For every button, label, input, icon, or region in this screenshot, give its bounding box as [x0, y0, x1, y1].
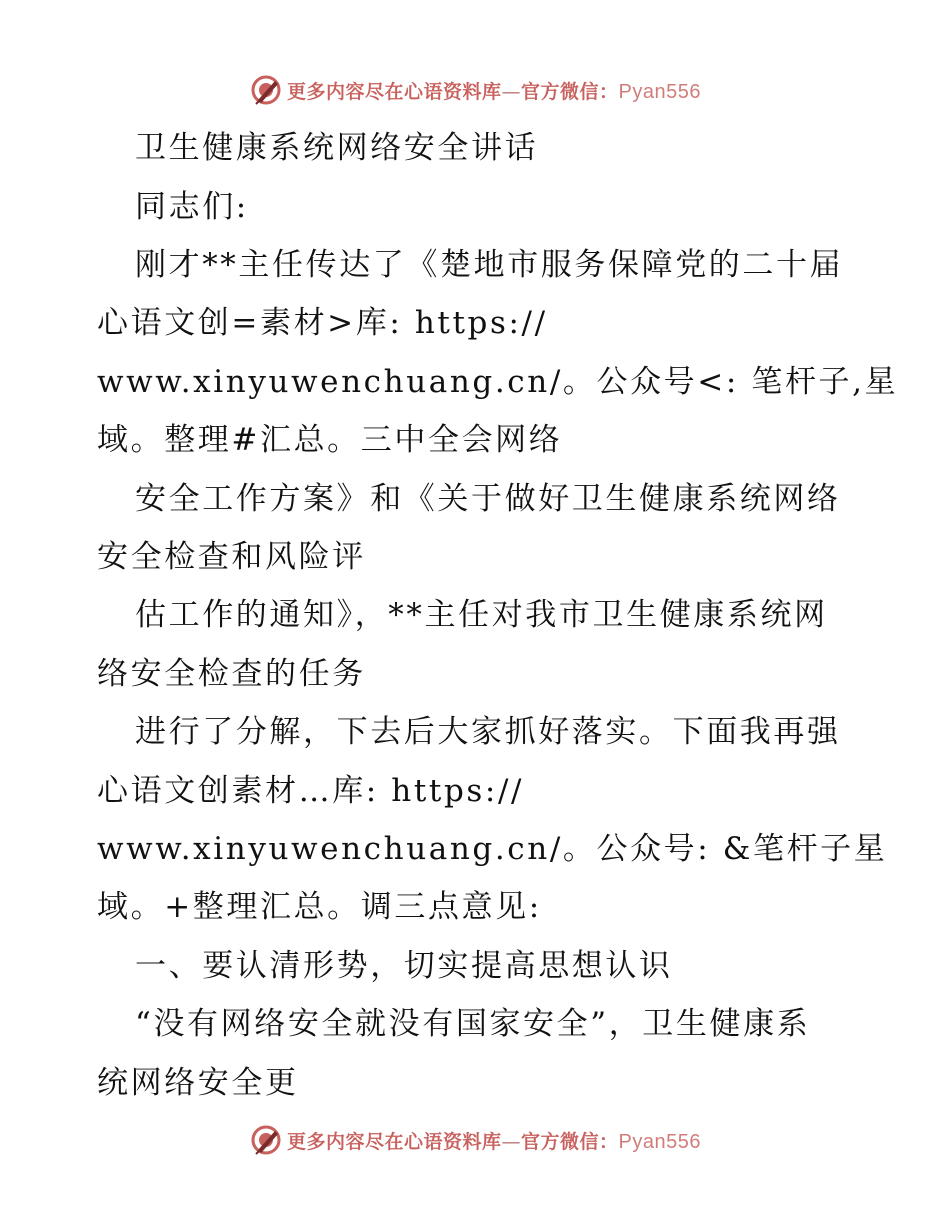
watermark-cn-text: 更多内容尽在心语资料库 — [287, 1130, 502, 1153]
text-line: 安全工作方案》和《关于做好卫生健康系统网络 — [135, 481, 841, 517]
text-line: 估工作的通知》，**主任对我市卫生健康系统网 — [135, 597, 828, 633]
text-line: 进行了分解，下去后大家抓好落实。下面我再强 — [135, 714, 841, 750]
text-line: www.xinyuwenchuang.cn/。公众号<: 笔杆子,星 — [97, 364, 899, 400]
text-line: www.xinyuwenchuang.cn/。公众号: &笔杆子星 — [97, 831, 888, 867]
text-line: 域。整理#汇总。三中全会网络 — [97, 422, 563, 458]
pen-logo-icon — [249, 73, 283, 107]
watermark-official-text: 官方微信： — [521, 1130, 619, 1153]
pen-logo-icon — [249, 1123, 283, 1157]
document-title: 卫生健康系统网络安全讲话 — [135, 130, 539, 166]
section-heading: 一、要认清形势，切实提高思想认识 — [135, 948, 673, 984]
watermark-cn-text: 更多内容尽在心语资料库 — [287, 80, 502, 103]
text-line: 统网络安全更 — [97, 1065, 299, 1101]
text-line: 心语文创=素材>库: https:// — [97, 305, 548, 341]
text-line: 刚才**主任传达了《楚地市服务保障党的二十届 — [135, 247, 844, 283]
text-line: “没有网络安全就没有国家安全”，卫生健康系 — [135, 1006, 811, 1042]
text-line: 心语文创素材…库: https:// — [97, 773, 525, 809]
watermark-wechat-id: Pyan556 — [618, 80, 701, 103]
text-line: 络安全检查的任务 — [97, 656, 366, 692]
watermark-text — [287, 77, 701, 104]
watermark-official-text: 官方微信： — [521, 80, 619, 103]
text-line: 安全检查和风险评 — [97, 539, 366, 575]
footer-watermark — [0, 1122, 950, 1158]
text-line: 域。+整理汇总。调三点意见: — [97, 889, 542, 925]
watermark-separator: — — [501, 1130, 522, 1153]
watermark-wechat-id: Pyan556 — [618, 1130, 701, 1153]
header-watermark — [0, 72, 950, 108]
salutation: 同志们: — [135, 189, 249, 225]
watermark-text — [287, 1127, 701, 1154]
watermark-separator: — — [501, 80, 522, 103]
